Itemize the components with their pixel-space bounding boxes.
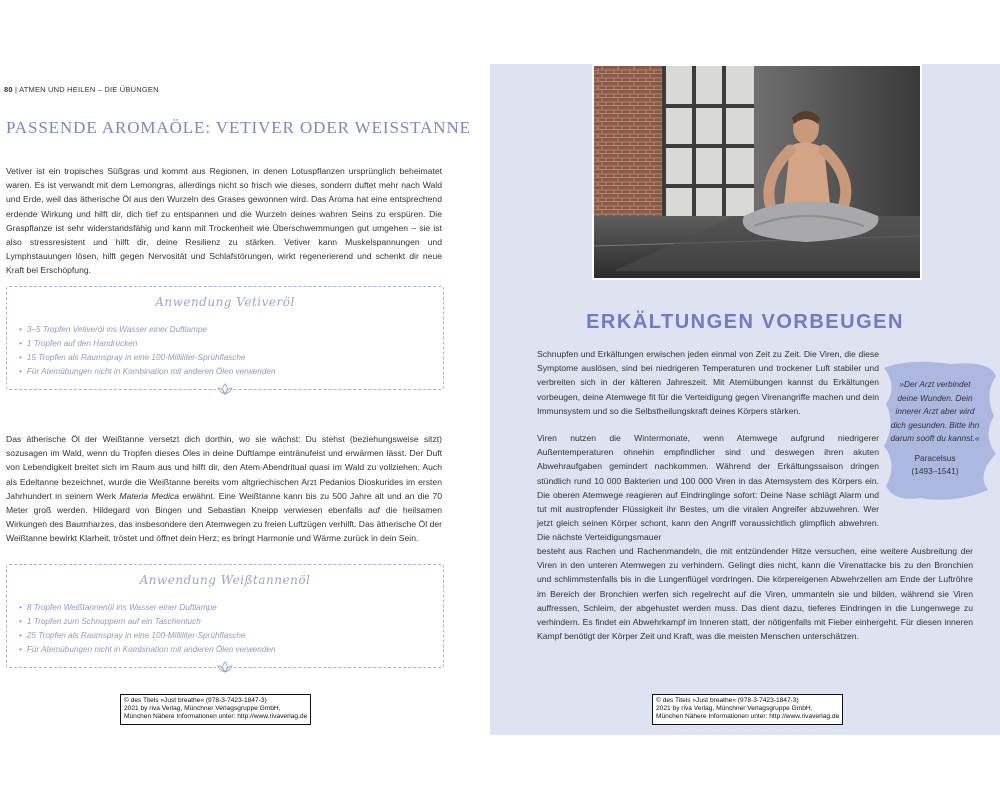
copyright-notice-right: © des Titels »Just breathe« (978-3-7423-1847-3) 2021 by riva Verlag, Münchner Verlagsgruppe GmbH, München Nähere Informationen unter: http://www.rivaverlag.de [652,694,843,725]
weisstanne-list [19,601,276,657]
man-meditating-image [594,66,920,278]
colds-intro-paragraph: Schnupfen und Erkältungen erwischen jeden einmal von Zeit zu Zeit. Die Viren, die diese Symptome auslösen, sind bei niedrigeren Temperaturen und trockener Luft stabiler und verbreiten sich in der kälteren Jahreszeit. Mit Atemübungen kannst du Erkältungen vorbeugen, deine Atemwege fit für die Verteidigung gegen Virenangriffe machen und dein Immunsystem und so die Selbstheilungskraft deines Körpers stärken. [537,349,879,416]
list-item: • 1 Tropfen zum Schnuppern auf ein Taschentuch [19,615,276,629]
running-header [4,85,159,94]
yoga-photo [592,64,922,280]
colds-paragraph-wide: besteht aus Rachen und Rachenmandeln, die mit entzündender Hitze versuchen, eine weitere Ausbreitung der Viren in den unteren Atemwegen zu verhindern. Gelingt dies nicht, kann die Virenattacke bis zu den Bronchien und schlimmstenfalls bis in die Lungenflügel vordringen. Die körpereigenen Abwehrzellen am Ende der Luftröhre im Bereich der Bronchien werfen sich regelrecht auf die Viren, ummanteln sie und bilden, während sie Viren auffressen, Schleim, der abgehustet werden muss. Das dient dazu, tieferes Eindringen in die Lungenwege zu verhindern. Es findet ein Abwehrkampf im Inneren statt, der nötigenfalls mit Fieber einhergeht. Für diesen inneren Kampf benötigt der Körper Zeit und Kraft, was die meisten Menschen unterschätzen. [537,546,973,642]
quote-years: (1493–1541) [911,466,959,476]
section-title: | ATMEN UND HEILEN – DIE ÜBUNGEN [15,85,159,94]
list-item: • 1 Tropfen auf den Handrücken [19,337,276,351]
list-item: • 8 Tropfen Weißtannenöl ins Wasser einer Duftlampe [19,601,276,615]
weisstanne-box-title: Anwendung Weißtannenöl [139,573,311,587]
book-title: Materia Medica [119,490,180,501]
lotus-icon [216,661,234,673]
vetiver-list [19,323,276,379]
weisstanne-paragraph: Das ätherische Öl der Weißtanne versetzt dich dorthin, wo sie wächst: Du stehst (beziehungsweise sitzt) sozusagen im Wald, wenn du Tropfen dieses Öles in deine Duftlampe eintränufelst und erwärmen lässt. Der Duft von Lebendigkeit breitet sich im Raum aus und hilft dir, den Atem-Abendritual quasi im Wald zu vollziehen. Auch als Edeltanne bezeichnet, wurde die Weißtanne bereits vom altgriechischen Arzt Pedanios Dioskurides im ersten Jahrhundert in seinem Werk Materia Medica erwähnt. Eine Weißtanne kann bis zu 500 Jahre alt und an die 70 Meter groß werden. Hildegard von Bingen und Sebastian Kneipp verwiesen ebenfalls auf die heilsamen Wirkungen des Baumharzes, das insbesondere den Atemwegen zu freien Luftzügen verhilft. Das ätherische Öl der Weißtanne bewirkt Klarheit, tröstet und öffnet dein Herz; es bringt Harmonie und Wärme zurück in dein Sein. [6,434,443,544]
list-item: • 3–5 Tropfen Vetiveröl ins Wasser einer Duftlampe [19,323,276,337]
copyright-notice-left: © des Titels »Just breathe« (978-3-7423-1847-3) 2021 by riva Verlag, Münchner Verlagsgruppe GmbH, München Nähere Informationen unter: http://www.rivaverlag.de [120,694,311,725]
list-item: • Für Atemübungen nicht in Kombination mit anderen Ölen verwenden [19,365,276,379]
list-item: • Für Atemübungen nicht in Kombination mit anderen Ölen verwenden [19,643,276,657]
paracelsus-quote [890,378,980,479]
quote-text: »Der Arzt verbindet deine Wunden. Dein innerer Arzt aber wird dich gesunden. Bitte ihn darum sooft du kannst.« [890,379,980,443]
vetiver-box-title: Anwendung Vetiveröl [155,295,295,309]
vetiver-paragraph: Vetiver ist ein tropisches Süßgras und kommt aus Regionen, in denen Lotuspflanzen ursprünglich beheimatet waren. Es ist verwandt mit dem Lemongras, allerdings nicht so frisch wie dieses, sondern duftet mehr nach Wald und Erde, weil das ätherische Öl aus den Wurzeln des Grases gewonnen wird. Das Aroma hat eine entsprechend erdende Wirkung und hilft dir, dich tief zu entspannen und die Wurzeln deines wahren Seins zu erspüren. Die Graspflanze ist sehr widerstandsfähig und kann mit Trockenheit wie Überschwemmungen gut umgehen – sie ist also stressresistent und hilft dir, deine Resilienz zu stärken. Vetiver kann Muskelspannungen und Lymphstauungen lösen, hilft gegen Nervosität und Schlafstörungen, wirkt regenerierend und schenkt dir neue Kraft bei Erschöpfung. [6,166,442,276]
colds-paragraph-narrow: Viren nutzen die Wintermonate, wenn Atemwege aufgrund niedrigerer Außentemperaturen ohnehin empfindlicher sind und deswegen ihren akuten Abwehraufgaben gemindert nachkommen. Während der Erkältungssaison dringen stündlich rund 10 000 Bakterien und 100 000 Viren in das Atemsystem des Körpers ein. Die oberen Atemwege reagieren auf Eindringlinge sofort: Deine Nase schlägt Alarm und tut mit austropfender Flüssigkeit ihr Bestes, um die viralen Angreifer abzuwehren. Wer jetzt gleich seinen Körper schont, kann den Angriff voraussichtlich glimpflich abwehren. Die nächste Verteidigungsmauer [537,433,879,543]
right-page-title: ERKÄLTUNGEN VORBEUGEN [586,311,904,333]
quote-author: Paracelsus [914,452,956,463]
list-item: • 25 Tropfen als Raumspray in eine 100-Milliliter-Sprühflasche [19,629,276,643]
lotus-icon [216,383,234,395]
page-number: 80 [4,85,13,94]
weisstanne-application-box [6,564,444,668]
list-item: • 15 Tropfen als Raumspray in eine 100-Milliliter-Sprühflasche [19,351,276,365]
left-page-title: PASSENDE AROMAÖLE: VETIVER ODER WEISSTANNE [6,118,471,137]
vetiver-application-box [6,286,444,390]
